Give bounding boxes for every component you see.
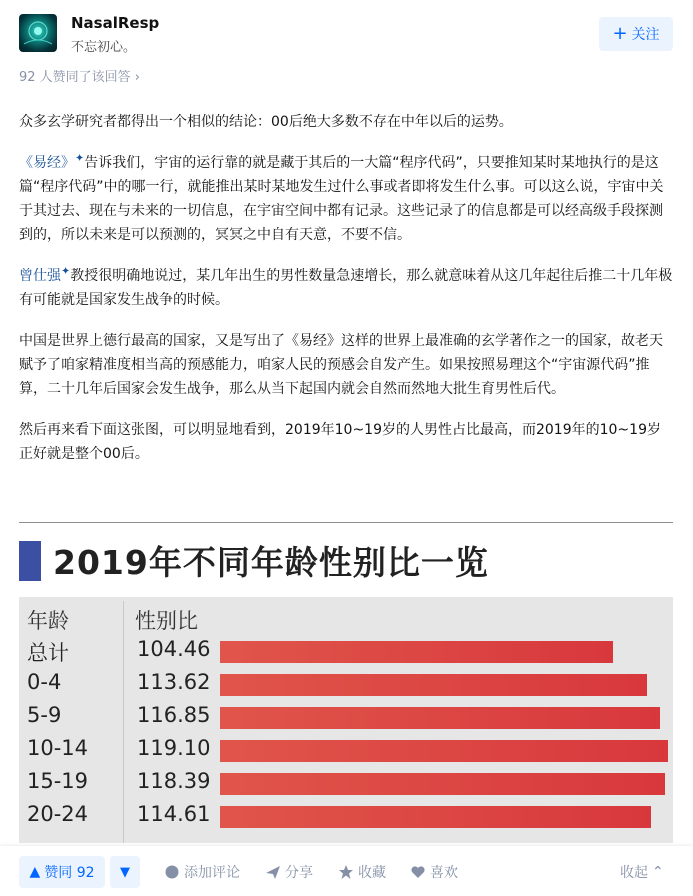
comment-label: 添加评论 <box>184 865 240 881</box>
downvote-button[interactable]: ▼ <box>110 856 140 888</box>
upvote-label: 赞同 92 <box>44 865 95 881</box>
like-button[interactable] <box>410 862 458 882</box>
chart-bar <box>220 707 660 729</box>
chart-category-label: 15-19 <box>27 769 89 793</box>
sparkle-icon: ✦ <box>61 264 71 278</box>
upvote-summary[interactable]: 92 人赞同了该回答 › <box>19 70 141 85</box>
paragraph-3 <box>19 264 673 312</box>
chevron-up-icon: ⌃ <box>652 864 664 880</box>
chart-value-label: 113.62 <box>137 670 211 694</box>
follow-button[interactable] <box>599 17 673 51</box>
chart-category-label: 0-4 <box>27 670 62 694</box>
share-icon <box>265 864 281 880</box>
chart-column-divider <box>123 601 124 843</box>
chart-title-accent <box>19 541 41 581</box>
sparkle-icon: ✦ <box>75 151 85 165</box>
chart-category-label: 10-14 <box>27 736 89 760</box>
star-icon <box>338 864 354 880</box>
collapse-button[interactable] <box>620 862 664 882</box>
chart-bar <box>220 773 665 795</box>
chart-title: 2019年不同年龄性别比一览 <box>53 543 489 582</box>
paragraph-2 <box>19 151 673 247</box>
comment-button[interactable] <box>164 862 240 882</box>
link-zeng-shiqiang[interactable]: 曾仕强 <box>19 268 61 284</box>
follow-label: 关注 <box>631 27 660 43</box>
like-label: 喜欢 <box>430 865 458 881</box>
comment-icon <box>164 864 180 880</box>
paragraph-1: 众多玄学研究者都得出一个相似的结论：00后绝大多数不存在中年以后的运势。 <box>19 114 513 130</box>
paragraph-3-text: 教授很明确地说过，某几年出生的男性数量急速增长，那么就意味着从这几年起往后推二十几年极有可能就是国家发生战争的时候。 <box>19 268 673 308</box>
chart-value-label: 118.39 <box>137 769 211 793</box>
chart-value-label: 119.10 <box>137 736 211 760</box>
upvote-button[interactable] <box>19 856 105 888</box>
avatar[interactable] <box>19 14 57 52</box>
chart-header-age: 年龄 <box>27 609 69 633</box>
chart-category-label: 20-24 <box>27 802 89 826</box>
collapse-label: 收起 <box>620 865 648 881</box>
link-yijing[interactable]: 《易经》 <box>19 155 75 171</box>
heart-icon <box>410 864 426 880</box>
favorite-button[interactable] <box>338 862 386 882</box>
sex-ratio-chart-image[interactable] <box>19 533 673 843</box>
chart-header-ratio: 性别比 <box>135 609 198 633</box>
plus-icon: + <box>612 23 628 44</box>
action-bar <box>0 846 693 896</box>
chart-category-label: 5-9 <box>27 703 62 727</box>
chart-value-label: 114.61 <box>137 802 211 826</box>
answer-header <box>19 14 673 56</box>
paragraph-5: 然后再来看下面这张图，可以明显地看到，2019年10~19岁的人男性占比最高，而2019年的10~19岁正好就是整个00后。 <box>19 422 661 462</box>
chart-category-label: 总计 <box>27 641 69 665</box>
image-divider <box>19 522 673 523</box>
paragraph-2-text: 告诉我们，宇宙的运行靠的就是藏于其后的一大篇“程序代码”，只要推知某时某地执行的是这篇“程序代码”中的哪一行，就能推出某时某地发生过什么事或者即将发生什么事。可以这么说，宇宙中关于其过去、现在与未来的一切信息，在宇宙空间中都有记录。这些记录了的信息都是可以经高级手段探测到的，所以未来是可以预测的，冥冥之中自有天意，不要不信。 <box>19 155 664 243</box>
paragraph-4: 中国是世界上德行最高的国家，又是写出了《易经》这样的世界上最准确的玄学著作之一的国家，故老天赋予了咱家精准度相当高的预感能力，咱家人民的预感会自发产生。如果按照易理这个“宇宙源代码”推算，二十几年后国家会发生战争，那么从当下起国内就会自然而然地大批生育男性后代。 <box>19 333 663 397</box>
chart-value-label: 104.46 <box>137 637 211 661</box>
chart-bar <box>220 641 613 663</box>
author-bio: 不忘初心。 <box>71 40 137 55</box>
answer-content <box>19 110 673 483</box>
share-button[interactable] <box>265 862 313 882</box>
chart-bar <box>220 740 668 762</box>
author-name[interactable]: NasalResp <box>71 14 160 32</box>
chart-value-label: 116.85 <box>137 703 211 727</box>
favorite-label: 收藏 <box>358 865 386 881</box>
share-label: 分享 <box>285 865 313 881</box>
chart-bar <box>220 806 651 828</box>
avatar-image <box>19 14 57 52</box>
upvote-icon: ▲ <box>29 864 41 880</box>
chart-bar <box>220 674 647 696</box>
